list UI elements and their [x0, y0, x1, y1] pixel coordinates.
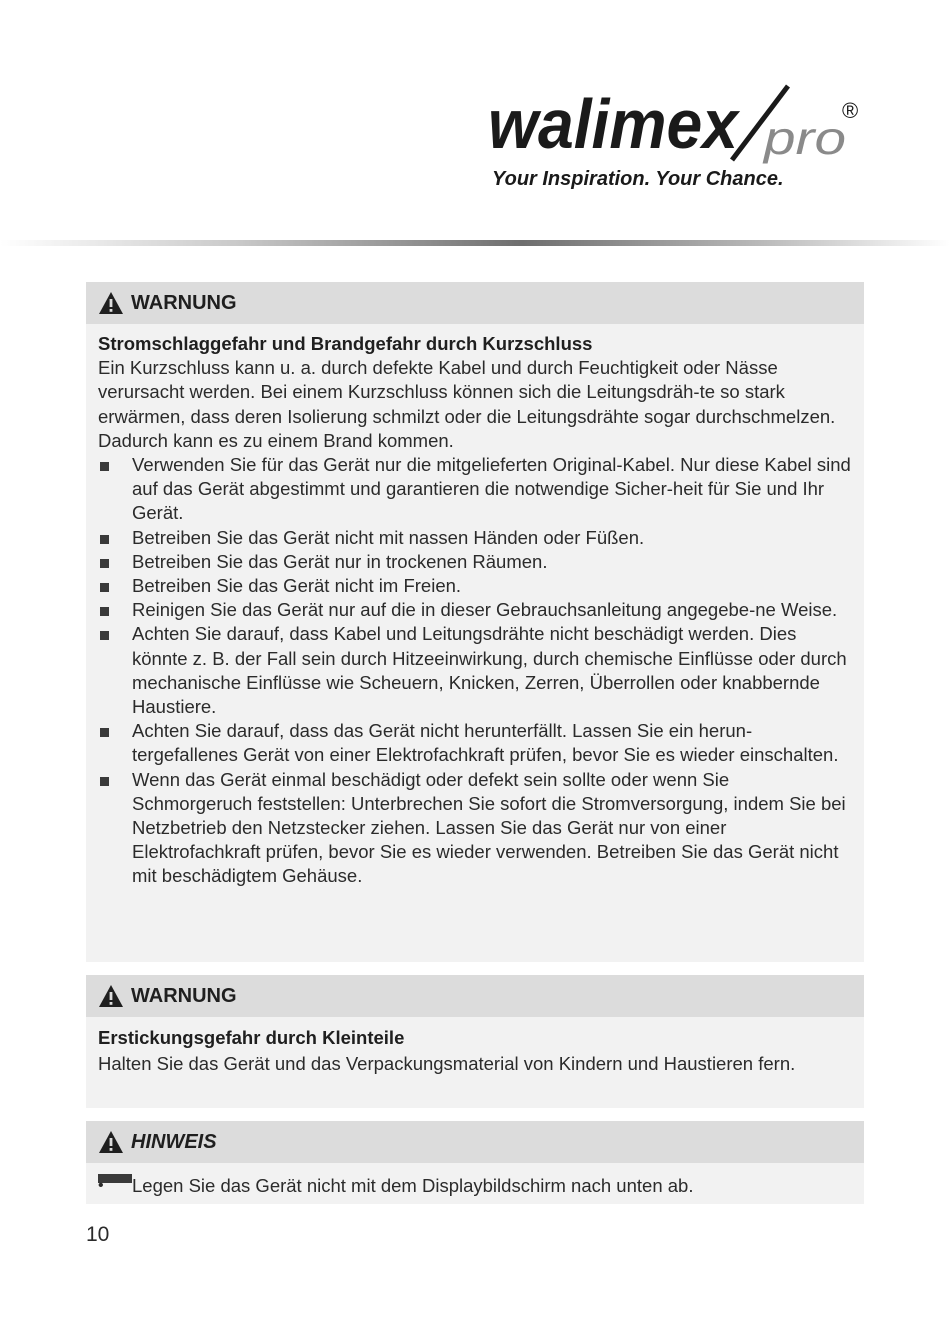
square-bullet-icon	[100, 559, 109, 568]
warning-intro: Ein Kurzschluss kann u. a. durch defekte Kabel und durch Feuchtigkeit oder Nässe verursacht werden. Bei einem Kurzschluss können sich die Leitungsdräh-te so stark erwärmen, dass deren Isolierung schmilzt oder die Leitungsdrähte sogar durchschmelzen. Dadurch kann es zu einem Brand kommen.	[98, 357, 836, 451]
note-header	[86, 1121, 864, 1163]
square-bullet-icon	[100, 777, 109, 786]
logo-brand-main: walimex	[488, 85, 741, 163]
list-item	[98, 719, 852, 767]
warning-list	[98, 453, 852, 889]
warning-header	[86, 975, 864, 1017]
list-item-text: Verwenden Sie für das Gerät nur die mitgelieferten Original-Kabel. Nur diese Kabel sind auf das Gerät abgestimmt und garantieren die notwendige Sicher-heit für Sie und Ihr Gerät.	[132, 454, 851, 524]
square-bullet-icon	[100, 728, 109, 737]
note-heading: HINWEIS	[131, 1130, 217, 1153]
list-item-text: Reinigen Sie das Gerät nur auf die in dieser Gebrauchsanleitung angegebe-ne Weise.	[132, 599, 838, 621]
warning-triangle-icon	[98, 291, 124, 315]
note-body	[86, 1163, 864, 1208]
warning-subhead: Stromschlaggefahr und Brandgefahr durch Kurzschluss	[98, 333, 593, 354]
square-bullet-icon	[100, 607, 109, 616]
list-item	[98, 526, 852, 550]
warning-heading: WARNUNG	[131, 984, 237, 1007]
list-item	[98, 574, 852, 598]
list-item	[98, 453, 852, 526]
list-item-text: Legen Sie das Gerät nicht mit dem Displaybildschirm nach unten ab.	[132, 1175, 694, 1196]
list-item	[98, 598, 852, 622]
list-item-text: Betreiben Sie das Gerät nicht im Freien.	[132, 575, 462, 597]
warning-header	[86, 282, 864, 324]
warning-triangle-icon	[98, 1130, 124, 1154]
list-item	[98, 622, 852, 719]
list-item-text: Betreiben Sie das Gerät nicht mit nassen Händen oder Füßen.	[132, 526, 645, 548]
list-item	[98, 768, 852, 889]
page-number: 10	[86, 1223, 110, 1246]
note-box	[86, 1121, 864, 1204]
logo-registered-mark: ®	[842, 98, 859, 123]
square-bullet-icon	[100, 535, 109, 544]
warning-box-electric	[86, 282, 864, 962]
list-item-text: Wenn das Gerät einmal beschädigt oder defekt sein sollte oder wenn Sie Schmorgeruch feststellen: Unterbrechen Sie sofort die Stromversorgung, indem Sie bei Netzbetrieb den Netzstecker ziehen. Lassen Sie das Gerät nur von einer Elektrofachkraft prüfen, bevor Sie es wieder verwenden. Betreiben Sie das Gerät nicht mit beschädigtem Gehäuse.	[132, 768, 846, 887]
logo-graphic	[480, 78, 880, 178]
warning-body	[86, 1017, 864, 1086]
square-bullet-icon	[100, 631, 109, 640]
list-item-text: Betreiben Sie das Gerät nur in trockenen Räumen.	[132, 550, 548, 572]
logo-brand-sub: pro	[761, 112, 846, 164]
list-item	[98, 1174, 852, 1198]
brand-tagline: Your Inspiration. Your Chance.	[492, 168, 784, 190]
warning-body	[86, 324, 864, 899]
list-item-text: Achten Sie darauf, dass das Gerät nicht herunterfällt. Lassen Sie ein herun-tergefallenes Gerät von einer Elektrofachkraft prüfen, bevor Sie es wieder einschalten.	[132, 720, 839, 766]
list-item-text: Achten Sie darauf, dass Kabel und Leitungsdrähte nicht beschädigt werden. Dies könnte z. B. der Fall sein durch Hitzeeinwirkung, durch chemische Einflüsse oder durch mechanische Einflüsse wie Scheuern, Knicken, Zerren, Überrollen oder knabbernde Haustiere.	[132, 623, 847, 718]
note-list	[98, 1174, 852, 1198]
list-item	[98, 550, 852, 574]
warning-box-choking	[86, 975, 864, 1108]
square-bullet-icon	[100, 583, 109, 592]
warning-subhead: Erstickungsgefahr durch Kleinteile	[98, 1027, 405, 1048]
warning-text: Halten Sie das Gerät und das Verpackungsmaterial von Kindern und Haustieren fern.	[98, 1052, 796, 1074]
square-bullet-icon	[100, 462, 109, 471]
bullet-dot-icon: •	[98, 1174, 132, 1183]
warning-heading: WARNUNG	[131, 291, 237, 314]
header-divider	[0, 240, 950, 246]
warning-triangle-icon	[98, 984, 124, 1008]
